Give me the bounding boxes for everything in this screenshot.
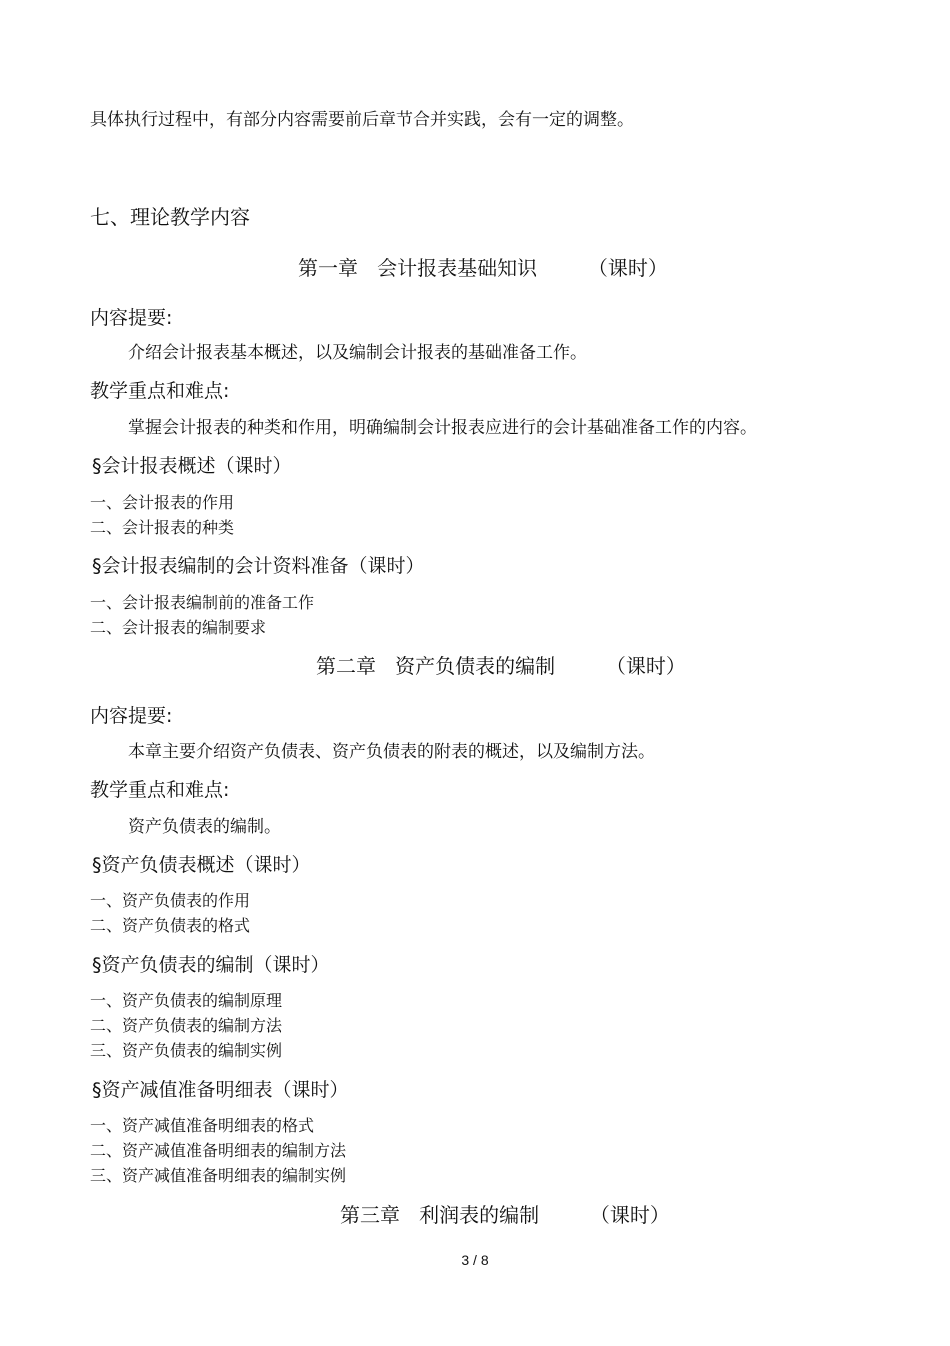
chapter-1-section-title: §会计报表编制的会计资料准备（课时） bbox=[92, 555, 425, 577]
chapter-2-title: 第二章 资产负债表的编制 （课时） bbox=[316, 654, 686, 678]
chapter-2-summary-label: 内容提要: bbox=[90, 705, 173, 727]
list-item: 三、资产负债表的编制实例 bbox=[90, 1041, 283, 1060]
chapter-2-summary-text: 本章主要介绍资产负债表、资产负债表的附表的概述，以及编制方法。 bbox=[128, 742, 655, 762]
chapter-2-keypoints-label: 教学重点和难点: bbox=[90, 779, 230, 801]
list-item: 二、会计报表的种类 bbox=[90, 518, 235, 537]
chapter-2-section-title: §资产减值准备明细表（课时） bbox=[92, 1079, 349, 1101]
chapter-1-keypoints-text: 掌握会计报表的种类和作用，明确编制会计报表应进行的会计基础准备工作的内容。 bbox=[128, 418, 757, 438]
section-title: 七、理论教学内容 bbox=[90, 205, 250, 229]
chapter-2-keypoints-text: 资产负债表的编制。 bbox=[128, 817, 281, 837]
chapter-2-section-title: §资产负债表的编制（课时） bbox=[92, 954, 330, 976]
list-item: 二、资产负债表的编制方法 bbox=[90, 1016, 283, 1035]
intro-paragraph: 具体执行过程中，有部分内容需要前后章节合并实践，会有一定的调整。 bbox=[90, 110, 634, 130]
chapter-1-section-title: §会计报表概述（课时） bbox=[92, 455, 292, 477]
page-number: 3 / 8 bbox=[461, 1252, 489, 1268]
list-item: 一、资产减值准备明细表的格式 bbox=[90, 1116, 315, 1135]
list-item: 二、资产负债表的格式 bbox=[90, 916, 251, 935]
list-item: 一、资产负债表的作用 bbox=[90, 891, 251, 910]
chapter-1-title: 第一章 会计报表基础知识 （课时） bbox=[298, 256, 668, 280]
chapter-1-summary-label: 内容提要: bbox=[90, 307, 173, 329]
list-item: 二、会计报表的编制要求 bbox=[90, 618, 267, 637]
chapter-1-keypoints-label: 教学重点和难点: bbox=[90, 380, 230, 402]
chapter-1-summary-text: 介绍会计报表基本概述，以及编制会计报表的基础准备工作。 bbox=[128, 343, 587, 363]
chapter-3-title: 第三章 利润表的编制 （课时） bbox=[340, 1203, 670, 1227]
list-item: 一、会计报表编制前的准备工作 bbox=[90, 593, 315, 612]
list-item: 一、会计报表的作用 bbox=[90, 493, 235, 512]
list-item: 二、资产减值准备明细表的编制方法 bbox=[90, 1141, 347, 1160]
list-item: 一、资产负债表的编制原理 bbox=[90, 991, 283, 1010]
chapter-2-section-title: §资产负债表概述（课时） bbox=[92, 854, 311, 876]
list-item: 三、资产减值准备明细表的编制实例 bbox=[90, 1166, 347, 1185]
